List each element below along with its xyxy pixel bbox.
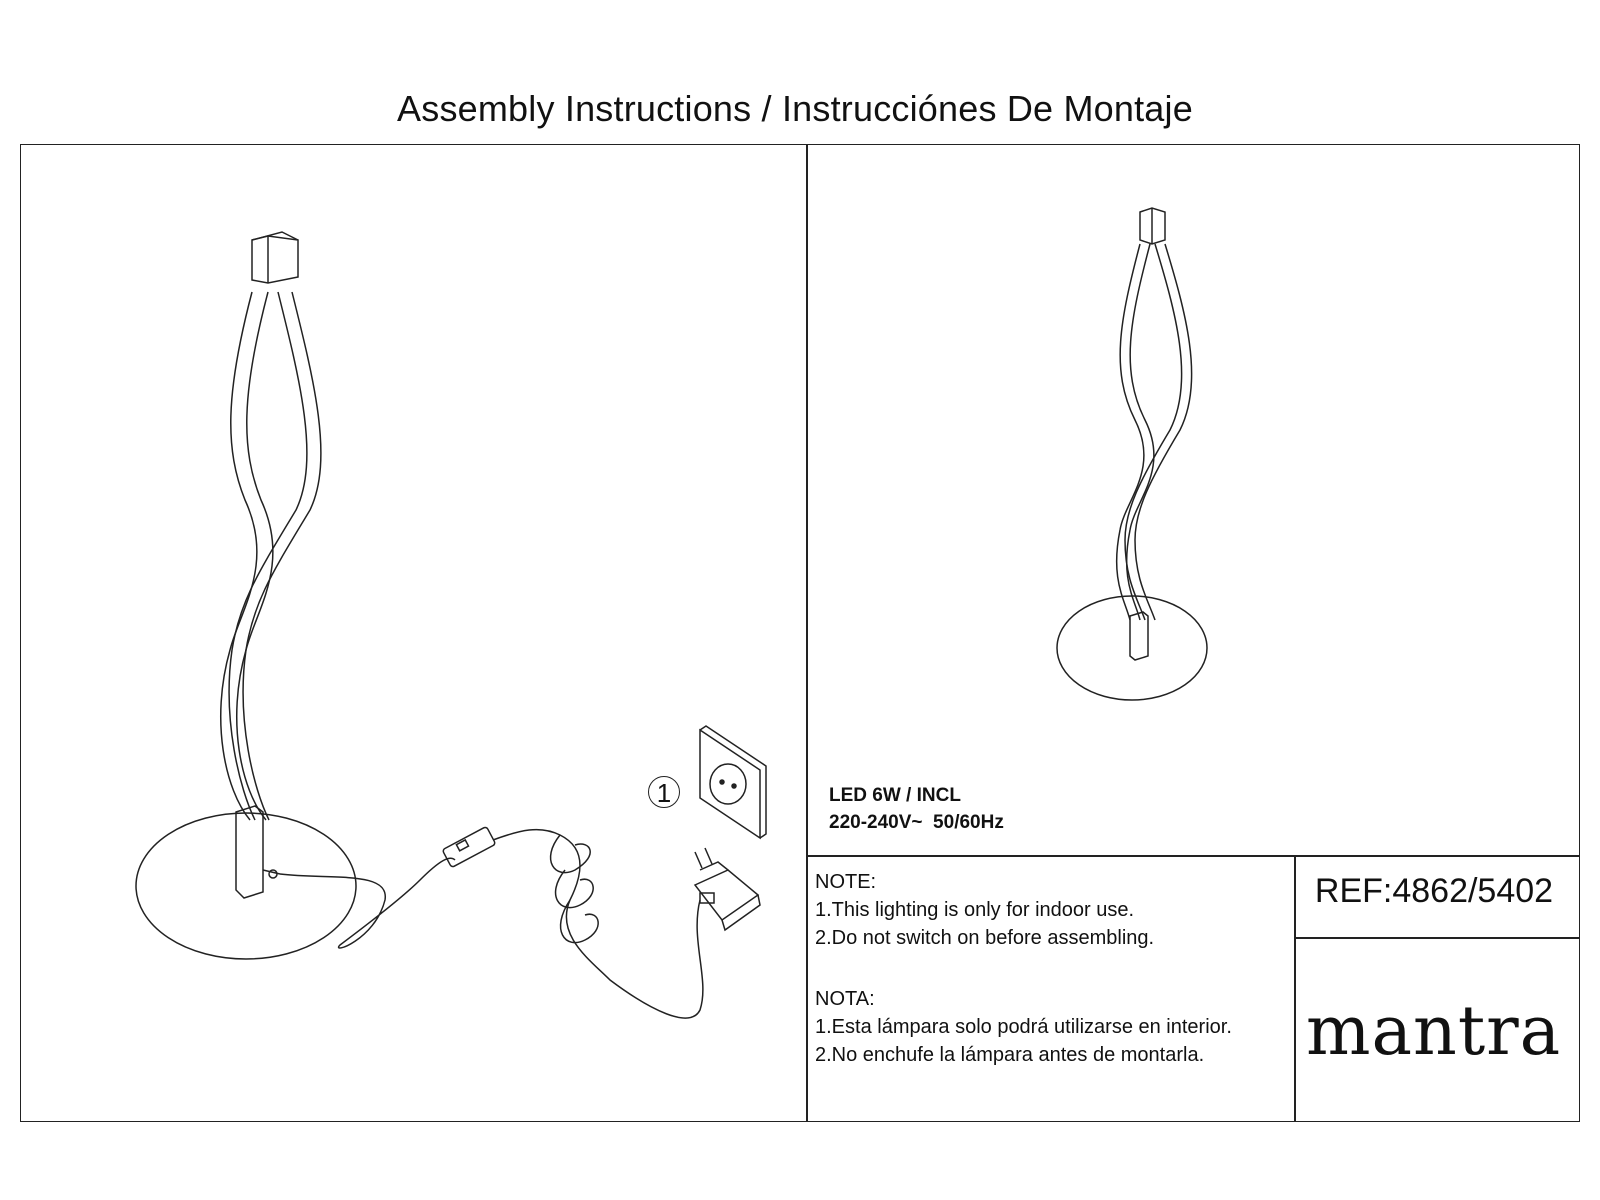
lamp-illustration-assembled <box>1057 208 1207 700</box>
brand-logo-text: mantra <box>1306 992 1562 1071</box>
note-english <box>815 868 1154 952</box>
note-item: 2.Do not switch on before assembling. <box>815 927 1155 949</box>
power-cable <box>280 826 703 1018</box>
note-spanish <box>815 985 1232 1069</box>
step-number: 1 <box>648 776 680 808</box>
spec-power: LED 6W / INCL <box>829 785 961 806</box>
note-heading: NOTE: <box>815 871 877 893</box>
specifications <box>829 782 1004 836</box>
note-item: 1.Esta lámpara solo podrá utilizarse en interior. <box>815 1016 1232 1038</box>
brand-logo <box>1306 992 1561 1071</box>
inline-switch-icon <box>442 826 496 867</box>
lamp-illustration <box>136 232 356 959</box>
wall-socket-icon <box>700 726 766 838</box>
note-item: 2.No enchufe la lámpara antes de montarla. <box>815 1044 1205 1066</box>
note-item: 1.This lighting is only for indoor use. <box>815 899 1135 921</box>
plug-adapter-icon <box>695 848 760 930</box>
note-heading: NOTA: <box>815 988 875 1010</box>
page-title: Assembly Instructions / Instrucciónes De Montaje <box>397 88 1193 129</box>
spec-voltage: 220-240V~ 50/60Hz <box>829 812 1004 833</box>
reference-number: REF:4862/5402 <box>1314 872 1554 910</box>
